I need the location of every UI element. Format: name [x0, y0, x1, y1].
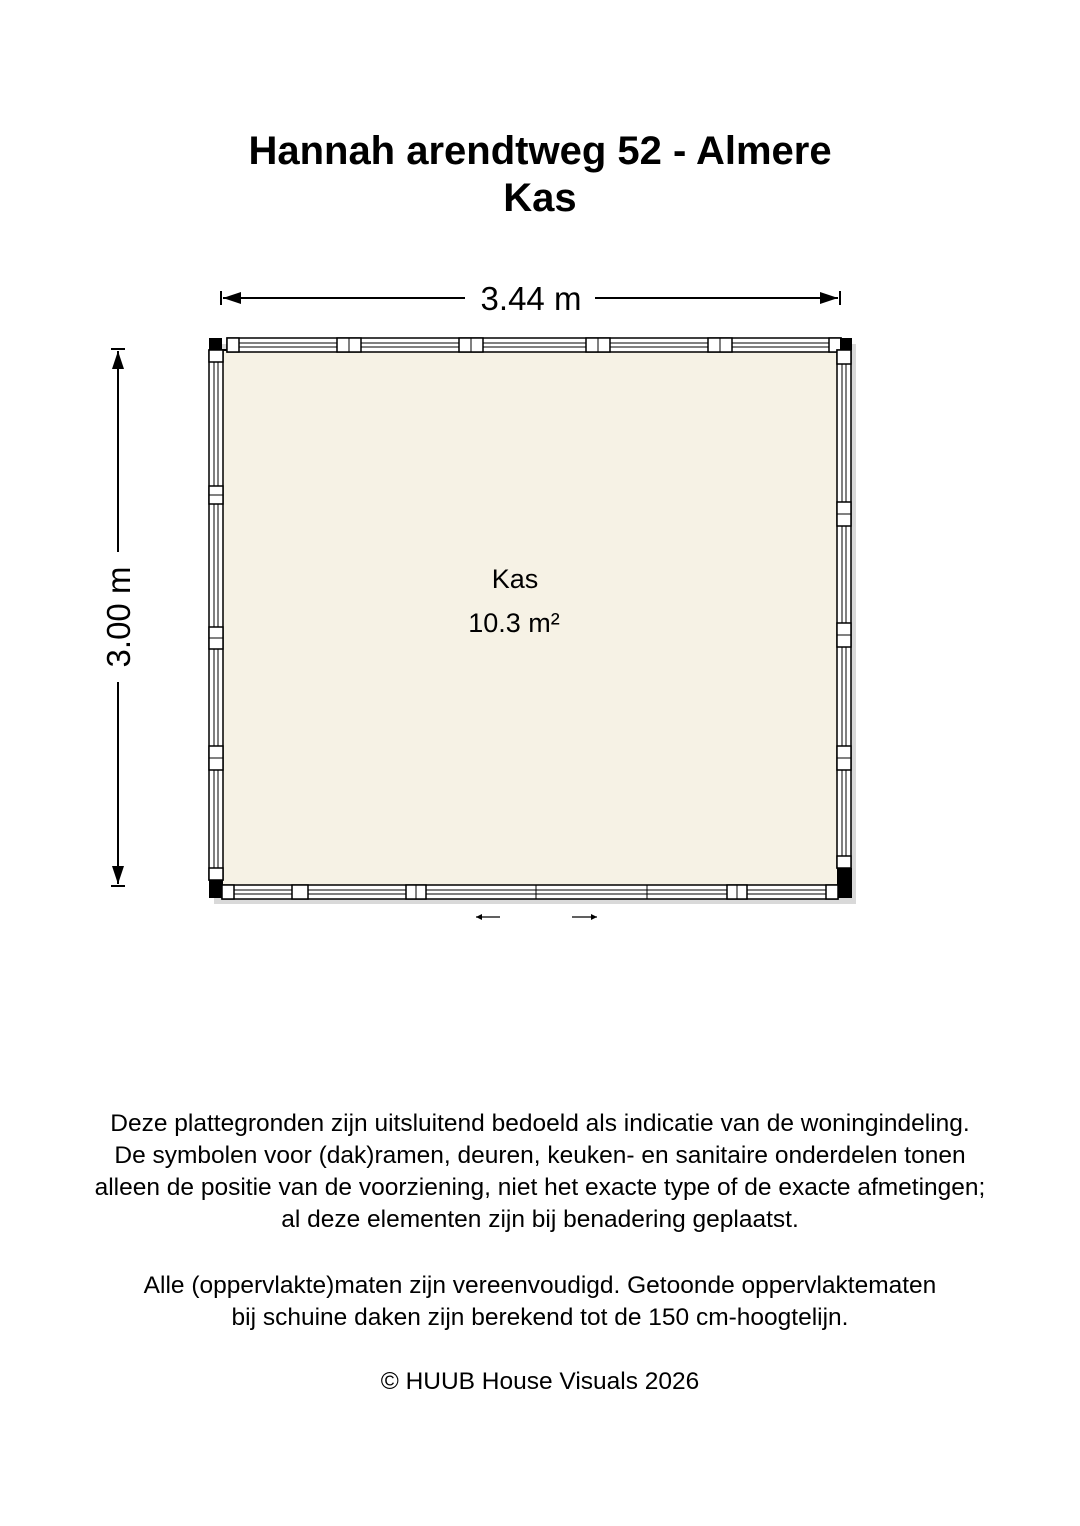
height-label: 3.00 m: [100, 566, 137, 668]
wall-bottom: [222, 885, 838, 899]
corner-post-top-right: [840, 338, 852, 350]
room-area: 10.3 m²: [468, 608, 560, 638]
disclaimer-paragraph-2: [0, 1270, 1080, 1334]
dimension-width: [221, 280, 840, 317]
disclaimer-paragraph-1: [0, 1108, 1080, 1236]
disclaimer-line: De symbolen voor (dak)ramen, deuren, keuken- en sanitaire onderdelen tonen: [114, 1142, 966, 1169]
width-label: 3.44 m: [480, 280, 582, 317]
copyright-notice: © HUUB House Visuals 2026: [380, 1368, 700, 1395]
wall-right: [837, 350, 851, 868]
corner-post-bottom-left: [209, 880, 222, 898]
disclaimer-line: al deze elementen zijn bij benadering geplaatst.: [281, 1206, 799, 1233]
room-name: Kas: [491, 564, 539, 594]
dimension-height: [100, 349, 137, 886]
disclaimer-line: Alle (oppervlakte)maten zijn vereenvoudigd. Getoonde oppervlaktematen: [143, 1272, 937, 1299]
wall-top: [227, 338, 841, 352]
wall-left: [209, 350, 223, 880]
plan-subtitle: Kas: [503, 176, 577, 220]
plan-title: Hannah arendtweg 52 - Almere: [248, 129, 832, 173]
disclaimer-line: alleen de positie van de voorziening, niet het exacte type of de exacte afmetingen;: [94, 1174, 986, 1201]
corner-post-top-left: [209, 338, 222, 350]
sliding-door-arrows: [476, 914, 597, 920]
corner-post-bottom-right: [838, 868, 852, 898]
disclaimer-line: bij schuine daken zijn berekend tot de 150 cm-hoogtelijn.: [231, 1304, 849, 1331]
disclaimer-line: Deze plattegronden zijn uitsluitend bedoeld als indicatie van de woningindeling.: [110, 1110, 970, 1137]
